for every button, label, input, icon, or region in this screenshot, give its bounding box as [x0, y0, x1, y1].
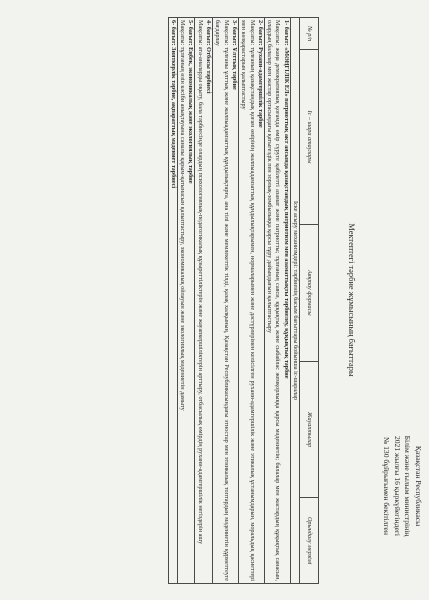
direction-text: Мақсаты: тұлғаның өзін кәсіби анықтауына саналы қарым-қатынасын қалыптастыру, экономикалық ойлауын және экологиялық мәдениетін дамыту	[179, 20, 187, 411]
section-title: Іске асыру механизмдері: тәрбиенің басым бағыттары бойынша іс-шаралар	[290, 18, 299, 584]
direction-cell	[195, 18, 213, 584]
direction-cell	[213, 18, 239, 584]
direction-title: 6- бағыт: Зияткерлік тәрбие, ақпараттық мәдениет тәрбиесі	[169, 20, 177, 189]
header-activity: Іс – шара атаулары	[300, 50, 319, 225]
direction-text: Мақсаты: тұлғаны ұлттық және жалпыадамзаттық құндылықтарға, ана тілі және мемлекеттік тілді, қазақ халқының, Қазақстан Республикасындағы этностар мен этникалық топтардың мәдениетін құрметтеуге бағдарлау	[214, 20, 230, 581]
directions-table	[168, 17, 319, 584]
header-responsible: Жауаптылар	[300, 361, 319, 498]
direction-text: Мақсаты: жаңа демократиялық қоғамда өмір сүруге қабілетті азамат және патриотты; тұлғаның саяси, құқықтық және сыбайлас жемқорлыққа қарсы мәдениетін; балалар мен жастардың құқықтық санасын, олардың балалар мен жастар ортасындағы қатыгездік пен зорлық-зомбылыққа қарсы тұру дайындығын қалыптастыру	[266, 20, 282, 581]
direction-text: Мақсаты: ата-аналарды оқыту, бала тәрбиесінде олардың психологиялық-педагогикалық құзыреттіліктерін және жауапкершіліктерін арттыру, отбасылық өмірдің рухани-адамгершілік негіздерін ашу	[196, 20, 204, 545]
approval-stamp-text	[381, 406, 423, 566]
table-row	[195, 18, 213, 584]
approval-line: 2021 жылғы 16 қыркүйегіндегі	[393, 435, 402, 537]
table-row	[213, 18, 239, 584]
approval-line: № 130 бұйрығымен бекітілген	[382, 436, 392, 535]
direction-title: 3- бағыт: Ұлттық тәрбие	[230, 20, 238, 90]
table-row	[168, 18, 177, 584]
direction-cell	[168, 18, 177, 584]
header-deadline: Орындалу мерзімі	[300, 498, 319, 584]
direction-title: 2- бағыт: Рухани-адамгершілік тәрбие	[256, 20, 264, 128]
direction-title: 5- бағыт: Еңбек, экономикалық және экологиялық тәрбие	[187, 20, 195, 184]
approval-line: Білім және ғылым министрінің	[403, 435, 413, 537]
table-header-row	[300, 18, 319, 584]
direction-text: Мақсаты: тұлғаның қазақстандық қоғам өмірінің жалпыадамзаттық құндылықтарымен, нормаларымен және дәстүрлерімен келісілген рухани-адамгершілік және этикалық ұстанымдарын, моральдық қасиеттері мен көзқарастарын қалыптастыру	[240, 20, 256, 581]
direction-cell	[177, 18, 195, 584]
direction-cell	[264, 18, 290, 584]
section-row	[290, 18, 299, 584]
table-row	[264, 18, 290, 584]
header-number: № р/п	[300, 18, 319, 50]
direction-title: 1- бағыт: «МӘҢГІЛІК ЕЛ» патриоттық акт аясында қазақстандық патриотизм мен азаматтықты тәрбиелеу, құқықтық тәрбие	[282, 20, 290, 379]
header-form: Аяқтау формасы	[300, 224, 319, 361]
document-title: Мектептегі тәрбие жұмысының бағыттары	[347, 223, 356, 377]
table-row	[238, 18, 264, 584]
approval-line: Қазақстан Республикасы	[414, 445, 423, 527]
direction-cell	[238, 18, 264, 584]
direction-title: 4- бағыт: Отбасы тәрбиесі	[205, 20, 213, 94]
table-row	[177, 18, 195, 584]
